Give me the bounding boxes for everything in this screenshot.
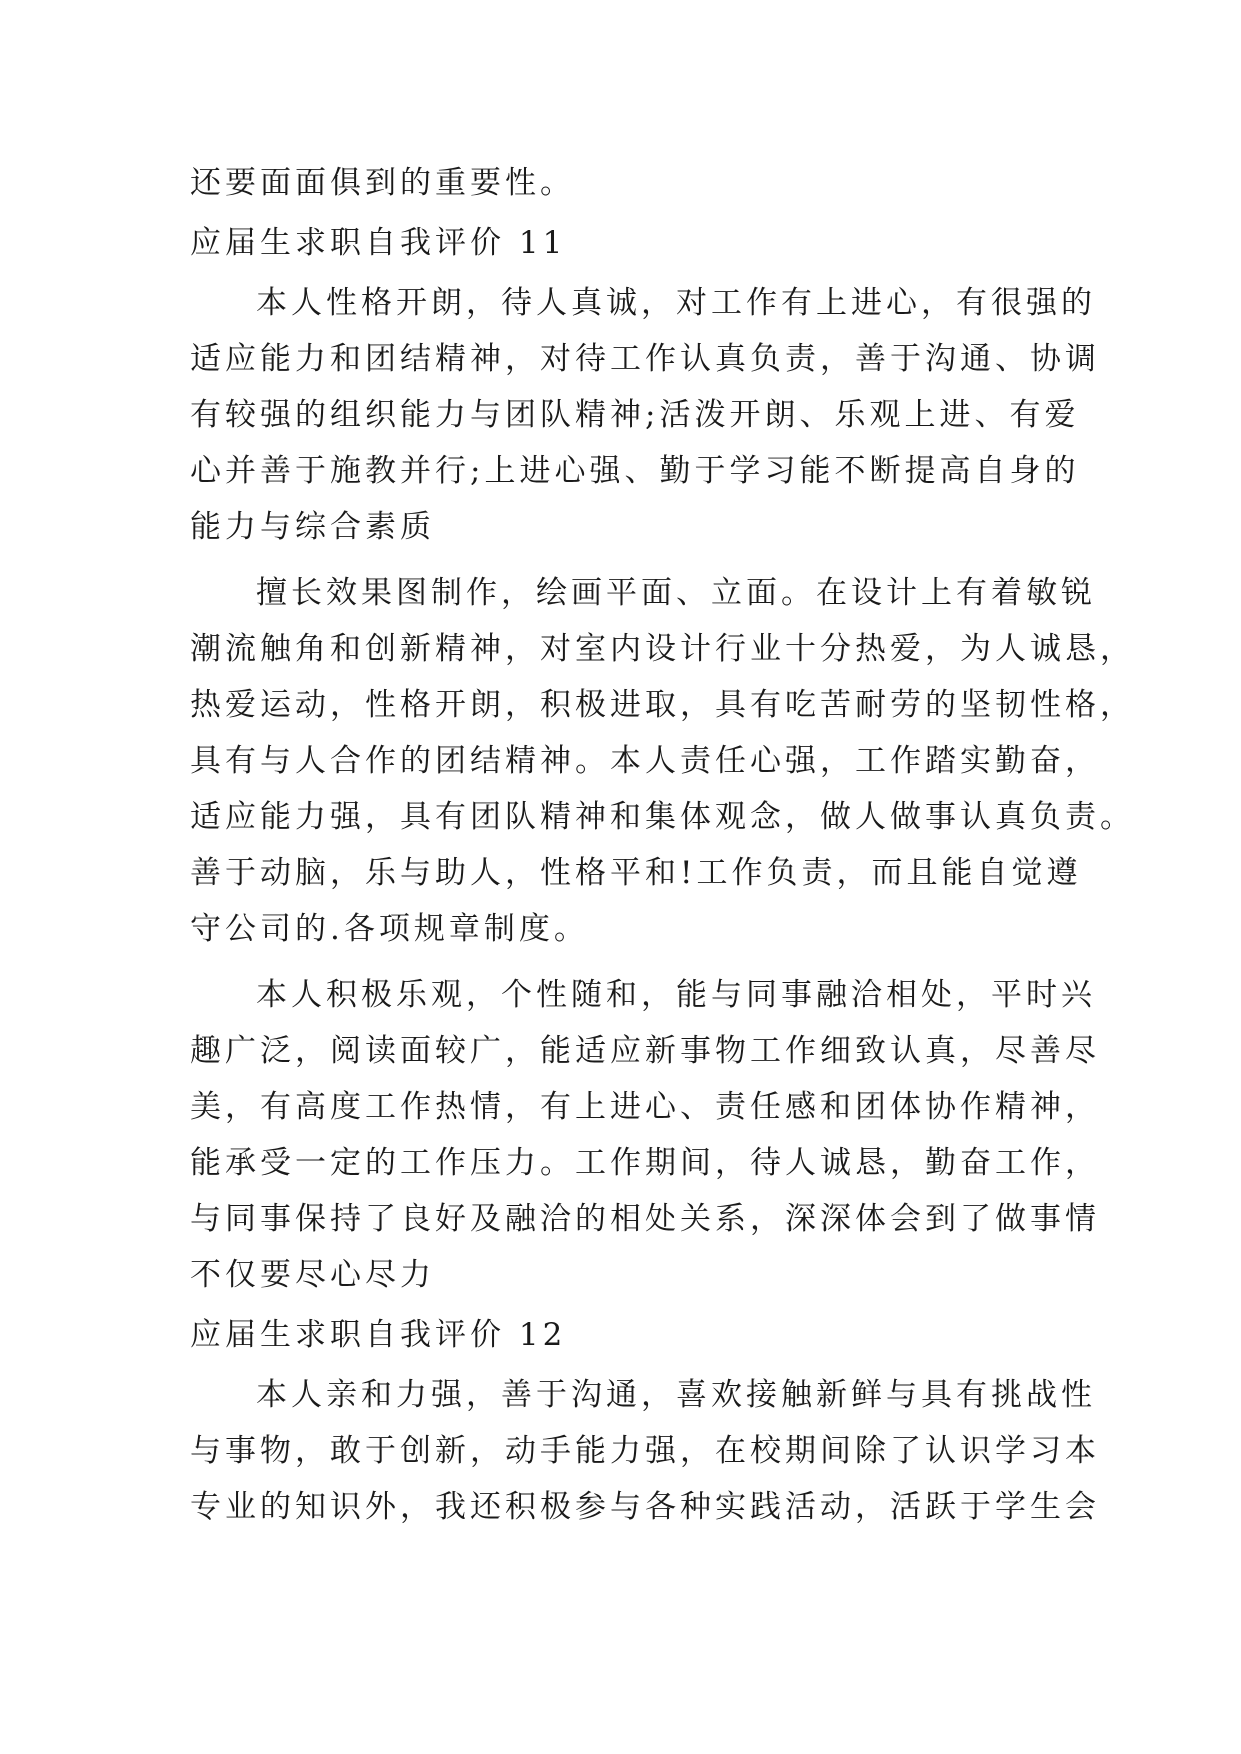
text-line: 本人积极乐观，个性随和，能与同事融洽相处，平时兴 (256, 977, 1096, 1013)
text-line: 专业的知识外，我还积极参与各种实践活动，活跃于学生会 (190, 1489, 1100, 1525)
section-heading-11: 应届生求职自我评价 11 (190, 225, 567, 261)
text-line: 趣广泛，阅读面较广，能适应新事物工作细致认真，尽善尽 (190, 1033, 1100, 1069)
paragraph-12-1 (190, 1367, 1100, 1535)
paragraph-gap (190, 555, 1070, 565)
text-line: 有较强的组织能力与团队精神;活泼开朗、乐观上进、有爱 (190, 397, 1080, 433)
text-line: 适应能力和团结精神，对待工作认真负责，善于沟通、协调 (190, 341, 1100, 377)
text-line: 热爱运动，性格开朗，积极进取，具有吃苦耐劳的坚韧性格， (190, 687, 1135, 723)
text-line: 适应能力强，具有团队精神和集体观念，做人做事认真负责。 (190, 799, 1135, 835)
text-line: 善于动脑，乐与助人，性格平和!工作负责，而且能自觉遵 (190, 855, 1082, 891)
text-line: 具有与人合作的团结精神。本人责任心强，工作踏实勤奋， (190, 743, 1100, 779)
text-line: 擅长效果图制作，绘画平面、立面。在设计上有着敏锐 (256, 575, 1096, 611)
text-line: 与同事保持了良好及融洽的相处关系，深深体会到了做事情 (190, 1201, 1100, 1237)
document-body (190, 155, 1135, 1535)
text-line: 心并善于施教并行;上进心强、勤于学习能不断提高自身的 (190, 453, 1080, 489)
paragraph-11-3 (190, 967, 1100, 1303)
paragraph-gap (190, 957, 1070, 967)
text-line: 守公司的.各项规章制度。 (190, 911, 589, 947)
text-line: 本人亲和力强，善于沟通，喜欢接触新鲜与具有挑战性 (256, 1377, 1096, 1413)
text-line: 不仅要尽心尽力 (190, 1257, 435, 1293)
section-heading-12: 应届生求职自我评价 12 (190, 1317, 567, 1353)
text-line: 潮流触角和创新精神，对室内设计行业十分热爱，为人诚恳， (190, 631, 1135, 667)
paragraph-11-2 (190, 565, 1135, 957)
paragraph-11-1 (190, 275, 1100, 555)
text-line: 能力与综合素质 (190, 509, 435, 545)
text-line: 与事物，敢于创新，动手能力强，在校期间除了认识学习本 (190, 1433, 1100, 1469)
text-line: 美，有高度工作热情，有上进心、责任感和团体协作精神， (190, 1089, 1100, 1125)
lead-line: 还要面面俱到的重要性。 (190, 165, 575, 201)
text-line: 能承受一定的工作压力。工作期间，待人诚恳，勤奋工作， (190, 1145, 1100, 1181)
text-line: 本人性格开朗，待人真诚，对工作有上进心，有很强的 (256, 285, 1096, 321)
